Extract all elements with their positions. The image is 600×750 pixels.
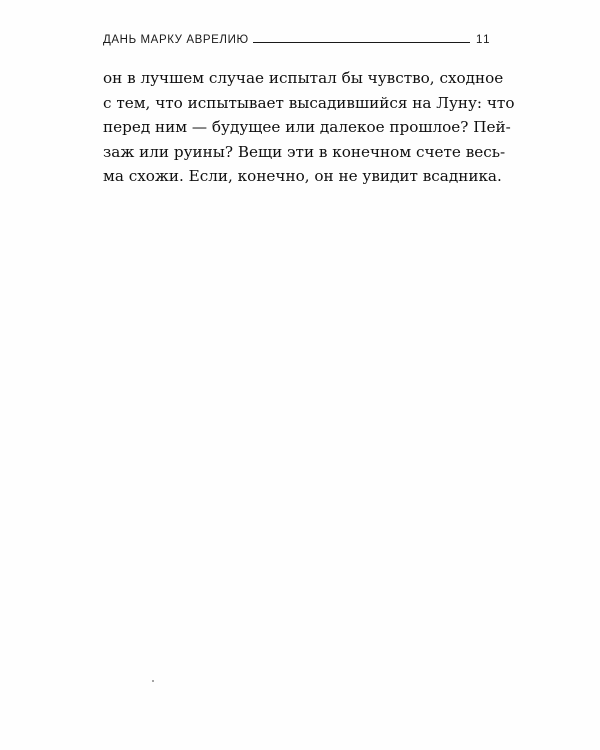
text-line-5: ма схожи. Если, конечно, он не увидит всадника.: [103, 167, 502, 185]
text-line-4: заж или руины? Вещи эти в конечном счете весь-: [103, 142, 506, 161]
running-header: [103, 28, 491, 46]
text-line-1: он в лучшем случае испытал бы чувство, сходное: [103, 69, 504, 87]
header-rule: [253, 42, 470, 43]
text-line-3: перед ним — будущее или далекое прошлое? Пей-: [103, 118, 511, 136]
text-line-2: с тем, что испытывает высадившийся на Луну: что: [103, 93, 515, 112]
running-title: ДАНЬ МАРКУ АВРЕЛИЮ: [103, 34, 249, 46]
body-paragraph: [103, 66, 515, 189]
page-number: 11: [476, 34, 491, 46]
paper-speck: [152, 680, 154, 682]
